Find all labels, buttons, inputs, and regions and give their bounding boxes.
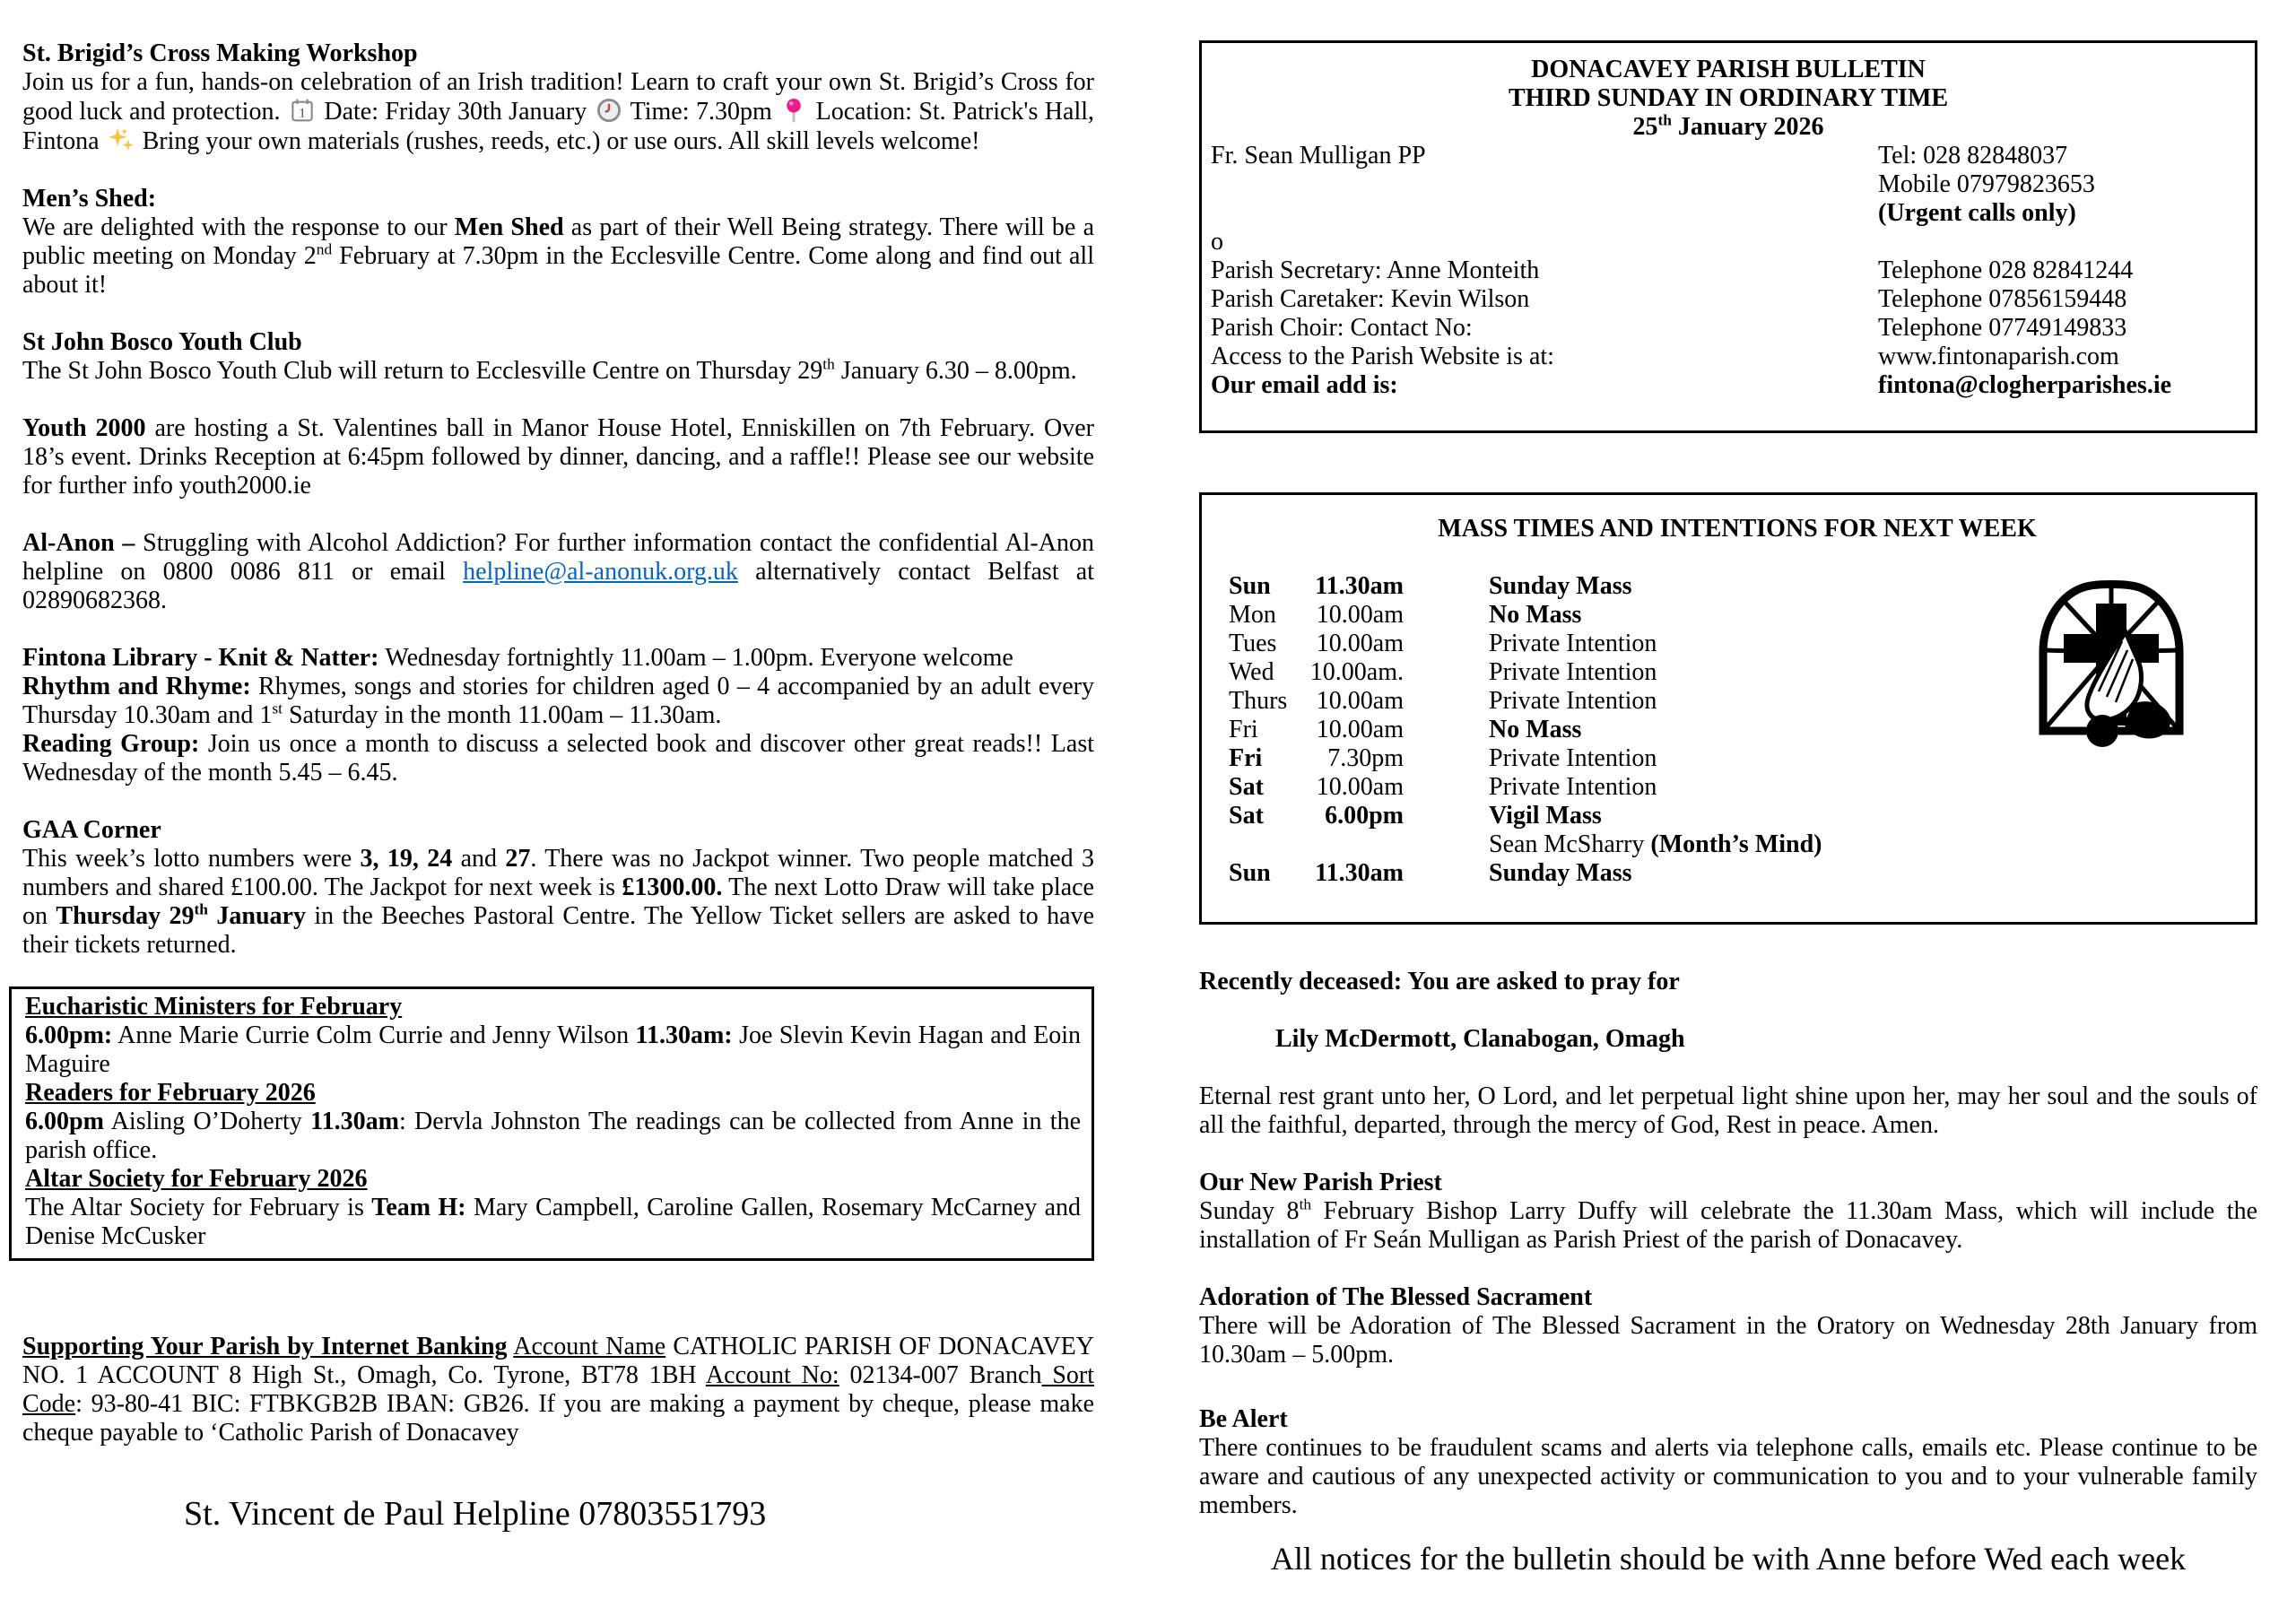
youth-2000-body <box>22 414 1094 500</box>
text-segment: 10.00am. <box>1309 658 1404 686</box>
text-segment: in the Beeches Pastoral Centre. The Yellow Ticket sellers are asked to have their tickets returned. <box>22 902 1095 959</box>
text-segment: Al-Anon – <box>22 529 144 557</box>
contact-label: Parish Caretaker: Kevin Wilson <box>1211 285 1530 313</box>
bosco-heading: St John Bosco Youth Club <box>22 328 302 356</box>
text-segment: The St John Bosco Youth Club will return to Ecclesville Centre on Thursday 29 <box>22 357 823 385</box>
parish-email: fintona@clogherparishes.ie <box>1878 371 2172 399</box>
text-segment: Tues <box>1229 630 1277 657</box>
text-segment: Saturday in the month 11.00am – 11.30am. <box>282 701 722 729</box>
text-segment: th <box>1299 1195 1312 1213</box>
text-segment: Men Shed <box>454 213 564 241</box>
text-segment: 11.30am <box>1315 572 1404 600</box>
section-fintona-library <box>22 644 1094 787</box>
text-segment: January 2026 <box>1671 113 1824 141</box>
section-youth-2000 <box>22 414 1094 500</box>
text-segment: Sunday Mass <box>1489 859 1632 887</box>
section-st-john-bosco <box>22 328 1094 386</box>
parish-priest-name: Fr. Sean Mulligan PP <box>1211 142 1426 169</box>
eucharistic-ministers-body <box>25 1021 1081 1079</box>
eternal-rest-prayer: Eternal rest grant unto her, O Lord, and let perpetual light shine upon her, may her soul and the souls of all the faithful, departed, through the mercy of God, Rest in peace. Amen. <box>1199 1082 2257 1139</box>
internet-banking-body <box>22 1333 1094 1447</box>
text-segment: th <box>194 900 208 918</box>
text-segment: : Dervla Johnston The readings can be collected from Anne in the parish office. <box>25 1108 1081 1164</box>
contact-row <box>1211 343 2246 371</box>
email-label: Our email add is: <box>1211 371 1398 399</box>
section-new-parish-priest <box>1199 1169 2257 1255</box>
mens-shed-body <box>22 213 1094 300</box>
text-segment: January <box>207 902 306 930</box>
text-segment: £1300.00. <box>622 873 723 901</box>
text-segment: : 93-80-41 BIC: FTBKGB2B IBAN: GB26. If you are making a payment by cheque, please make cheque payable to ‘Catholic Parish of Donacavey <box>22 1390 1094 1447</box>
text-segment: Join us once a month to discuss a selected book and discover other great reads!! Last Wednesday of the month 5.45 – 6.45. <box>22 730 1094 786</box>
text-segment: No Mass <box>1489 601 1582 629</box>
text-segment: The next Lotto Draw will take place on <box>22 873 1094 930</box>
left-column <box>22 39 1094 1534</box>
bulletin-title: DONACAVEY PARISH BULLETIN <box>1531 56 1926 83</box>
text-segment: alternatively contact Belfast at 02890682368. <box>22 558 1095 614</box>
section-gaa-corner <box>22 816 1094 960</box>
priest-telephone: Tel: 028 82848037 <box>1878 142 2068 169</box>
gaa-body <box>22 845 1094 960</box>
text-segment: We are delighted with the response to our <box>22 213 455 241</box>
text-segment: Rhymes, songs and stories for children aged 0 – 4 accompanied by an adult every Thursday 10.30am and 1 <box>22 673 1094 729</box>
deceased-name: Lily McDermott, Clanabogan, Omagh <box>1275 1025 1685 1053</box>
text-segment: . There was no Jackpot winner. Two people matched 3 numbers and shared £100.00. The Jackpot for next week is <box>22 845 1095 901</box>
text-segment: Sat <box>1229 773 1264 801</box>
contact-value: Telephone 028 82841244 <box>1878 256 2134 284</box>
priest-contact-row <box>1211 142 2246 170</box>
text-segment: Sun <box>1229 572 1271 600</box>
text-segment: This week’s lotto numbers were <box>22 845 361 873</box>
text-segment: No Mass <box>1489 716 1582 743</box>
bulletin-header-box <box>1199 40 2257 433</box>
text-segment: 10.00am <box>1316 687 1404 715</box>
text-segment: Sun <box>1229 859 1271 887</box>
mass-row <box>1229 859 2246 888</box>
text-segment: The Altar Society for February is <box>25 1194 372 1221</box>
contact-label: Parish Choir: Contact No: <box>1211 314 1473 342</box>
be-alert-heading: Be Alert <box>1199 1405 1288 1433</box>
text-segment: CATHOLIC PARISH OF DONACAVEY NO. 1 ACCOUNT 8 High St., Omagh, Co. Tyrone, BT78 1BH <box>22 1333 1094 1389</box>
text-segment: 11.30am <box>1315 859 1404 887</box>
text-segment: 10.00am <box>1316 773 1404 801</box>
text-segment: Account No: <box>705 1361 839 1389</box>
recently-deceased-heading: Recently deceased: You are asked to pray for <box>1199 968 1680 995</box>
text-segment: Private Intention <box>1489 630 1657 657</box>
text-segment: 11.30am <box>310 1108 399 1135</box>
pin-icon <box>780 97 807 124</box>
text-segment: Mon <box>1229 601 1276 629</box>
right-column <box>1199 40 2257 1577</box>
mens-shed-heading: Men’s Shed: <box>22 185 157 213</box>
be-alert-body: There continues to be fraudulent scams and alerts via telephone calls, emails etc. Please continue to be aware and cautious of any unexpected activity or communication to you and to your vulnerable family members. <box>1199 1434 2257 1519</box>
contact-row <box>1211 285 2246 314</box>
new-priest-body <box>1199 1197 2257 1255</box>
text-segment: February at 7.30pm in the Ecclesville Centre. Come along and find out all about it! <box>22 242 1094 299</box>
section-al-anon <box>22 529 1094 615</box>
text-segment: Location: St. Patrick's Hall, Fintona <box>22 98 1095 155</box>
svg-text:1: 1 <box>299 106 306 121</box>
text-segment: 6.00pm <box>25 1108 104 1135</box>
text-segment: Youth 2000 <box>22 414 146 442</box>
text-segment: 10.00am <box>1316 716 1404 743</box>
text-segment: Mary Campbell, Caroline Gallen, Rosemary McCarney and Denise McCusker <box>25 1194 1082 1250</box>
eucharistic-ministers-heading <box>25 993 1081 1021</box>
new-priest-heading: Our New Parish Priest <box>1199 1169 1442 1196</box>
parish-website-url: www.fintonaparish.com <box>1878 343 2119 370</box>
text-segment: Vigil Mass <box>1489 802 1602 830</box>
text-segment: Anne Marie Currie Colm Currie and Jenny Wilson <box>112 1021 636 1049</box>
contact-label: Access to the Parish Website is at: <box>1211 343 1554 370</box>
ministers-readers-box <box>9 986 1094 1261</box>
text-segment: Sean McSharry <box>1489 830 1651 858</box>
contact-row <box>1211 314 2246 343</box>
adoration-body: There will be Adoration of The Blessed Sacrament in the Oratory on Wednesday 28th January from 10.30am – 5.00pm. <box>1199 1312 2257 1369</box>
text-segment: Fri <box>1229 744 1263 772</box>
notices-deadline-footer: All notices for the bulletin should be with Anne before Wed each week <box>1270 1541 2187 1577</box>
text-segment: and <box>452 845 506 873</box>
text-segment: Private Intention <box>1489 744 1657 772</box>
contact-value: Telephone 07749149833 <box>1878 314 2127 342</box>
text-segment: Time: 7.30pm <box>623 98 779 126</box>
text-segment: Thursday 29 <box>56 902 195 930</box>
text-segment: are hosting a St. Valentines ball in Manor House Hotel, Enniskillen on 7th February. Over 18’s event. Drinks Reception at 6:45pm followed by dinner, dancing, and a raffle!! Please see our website for further info youth2000.ie <box>22 414 1095 500</box>
text-segment: Sunday 8 <box>1199 1197 1300 1225</box>
st-brigids-heading: St. Brigid’s Cross Making Workshop <box>22 39 418 67</box>
calendar-icon <box>289 97 316 124</box>
text-segment: February Bishop Larry Duffy will celebrate the 11.30am Mass, which will include the installation of Fr Seán Mulligan as Parish Priest of the parish of Donacavey. <box>1199 1197 2257 1254</box>
text-segment: 10.00am <box>1316 601 1404 629</box>
text-segment: Aisling O’Doherty <box>103 1108 311 1135</box>
text-segment: Thurs <box>1229 687 1288 715</box>
text-segment: Reading Group: <box>22 730 208 758</box>
clock-icon <box>596 97 622 124</box>
svp-helpline-footer: St. Vincent de Paul Helpline 07803551793 <box>184 1495 767 1533</box>
readers-body <box>25 1108 1081 1165</box>
bosco-body <box>22 357 1094 386</box>
text-segment: Sunday Mass <box>1489 572 1632 600</box>
text-segment: Wed <box>1229 658 1274 686</box>
text-segment: 10.00am <box>1316 630 1404 657</box>
mass-row <box>1229 830 2246 859</box>
mass-row <box>1229 802 2246 830</box>
text-segment: 6.00pm <box>1325 802 1404 830</box>
text-segment: January 6.30 – 8.00pm. <box>834 357 1077 385</box>
text-segment: Fintona Library - Knit & Natter: <box>22 644 386 672</box>
text-segment: Team H: <box>371 1194 466 1221</box>
section-be-alert <box>1199 1405 2257 1520</box>
text-segment: Readers for February 2026 <box>25 1079 316 1107</box>
readers-heading <box>25 1079 1081 1108</box>
text-segment: as part of their Well Being strategy. There will be a public meeting on Monday 2 <box>22 213 1094 270</box>
al-anon-body <box>22 529 1094 615</box>
text-segment: 25 <box>1632 113 1658 141</box>
contact-row <box>1211 256 2246 285</box>
section-adoration <box>1199 1283 2257 1369</box>
library-reading-group <box>22 730 1094 787</box>
text-segment: Fri <box>1229 716 1258 743</box>
library-knit-natter <box>22 644 1094 673</box>
text-segment: 27 <box>505 845 531 873</box>
text-segment: Private Intention <box>1489 687 1657 715</box>
email-link[interactable]: helpline@al-anonuk.org.uk <box>463 558 738 586</box>
text-segment: Joe Slevin Kevin Hagan and Eoin Maguire <box>25 1021 1081 1078</box>
text-segment: Wednesday fortnightly 11.00am – 1.00pm. Everyone welcome <box>385 644 1013 672</box>
text-segment: Altar Society for February 2026 <box>25 1165 368 1193</box>
text-segment: Private Intention <box>1489 658 1657 686</box>
text-segment: Sat <box>1229 802 1264 830</box>
urgent-calls-note: (Urgent calls only) <box>1878 199 2076 227</box>
text-segment: Eucharistic Ministers for February <box>25 993 403 1021</box>
section-internet-banking <box>22 1333 1094 1447</box>
text-segment: 02134-007 Branch <box>839 1361 1042 1389</box>
text-segment: th <box>1657 111 1672 129</box>
section-mens-shed <box>22 185 1094 300</box>
priest-mobile: Mobile 07979823653 <box>1878 170 2095 198</box>
text-segment: Sort Code <box>22 1361 1094 1418</box>
text-segment: th <box>822 355 835 373</box>
altar-society-body <box>25 1194 1081 1251</box>
text-segment: 7.30pm <box>1327 744 1404 772</box>
contact-value: Telephone 07856159448 <box>1878 285 2127 313</box>
text-segment: Date: Friday 30th January <box>317 98 594 126</box>
mass-times-box <box>1199 492 2257 925</box>
bulletin-subtitle: THIRD SUNDAY IN ORDINARY TIME <box>1508 84 1949 112</box>
sparkles-icon <box>108 126 135 153</box>
text-segment: Bring your own materials (rushes, reeds, etc.) or use ours. All skill levels welcome! <box>135 127 980 155</box>
text-segment: 3, 19, 24 <box>360 845 453 873</box>
stray-character: o <box>1211 228 1223 256</box>
gaa-heading: GAA Corner <box>22 816 161 844</box>
contact-row <box>1211 371 2246 400</box>
stained-glass-cross-praying-hands-image <box>2032 580 2190 756</box>
mass-times-title: MASS TIMES AND INTENTIONS FOR NEXT WEEK <box>1438 515 2037 543</box>
text-segment: Supporting Your Parish by Internet Banking <box>22 1333 508 1360</box>
library-rhythm-rhyme <box>22 673 1094 730</box>
priest-mobile-row <box>1211 170 2246 199</box>
section-st-brigids <box>22 39 1094 156</box>
text-segment: 11.30am: <box>635 1021 733 1049</box>
text-segment: nd <box>316 240 333 258</box>
st-brigids-body <box>22 68 1094 156</box>
text-segment: (Month’s Mind) <box>1650 830 1822 858</box>
text-segment: Struggling with Alcohol Addiction? For further information contact the confidential Al-Anon helpline on 0800 0086 811 or email <box>22 529 1094 586</box>
text-segment: 6.00pm: <box>25 1021 113 1049</box>
mass-row <box>1229 773 2246 802</box>
adoration-heading: Adoration of The Blessed Sacrament <box>1199 1283 1593 1311</box>
altar-society-heading <box>25 1165 1081 1194</box>
urgent-calls-row <box>1211 199 2246 228</box>
text-segment: Join us for a fun, hands-on celebration of an Irish tradition! Learn to craft your own St. Brigid’s Cross for good luck and protection. <box>22 68 1094 126</box>
text-segment: Private Intention <box>1489 773 1657 801</box>
text-segment: Rhythm and Rhyme: <box>22 673 258 700</box>
contact-label: Parish Secretary: Anne Monteith <box>1211 256 1540 284</box>
text-segment: st <box>272 700 283 717</box>
text-segment: Account Name <box>513 1333 666 1360</box>
bulletin-date <box>1211 113 2246 142</box>
